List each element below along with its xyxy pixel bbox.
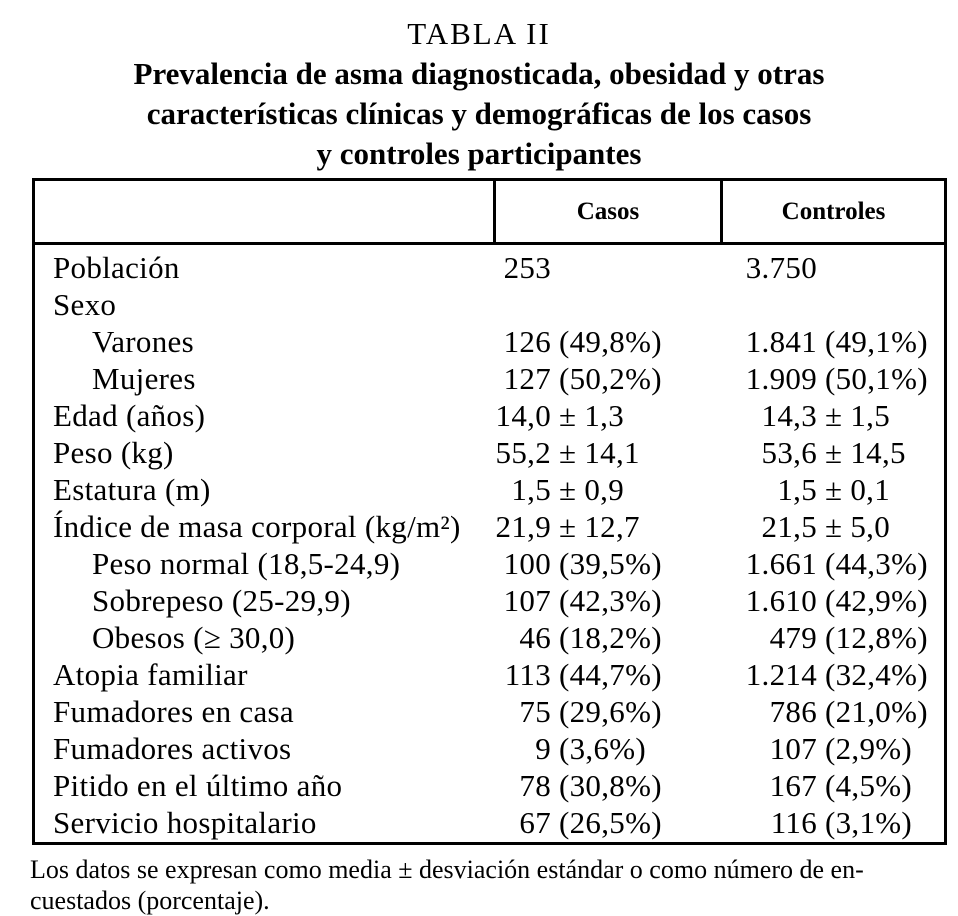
controles-detail: ± 1,5: [825, 398, 891, 433]
row-label: Sobrepeso (25-29,9): [92, 583, 351, 618]
table-row: [35, 397, 944, 434]
row-label: Varones: [92, 324, 194, 359]
casos-value: [493, 397, 720, 434]
casos-number: 100: [503, 546, 551, 581]
controles-number: 21,5: [761, 509, 817, 544]
casos-value: [493, 730, 720, 767]
casos-number: 75: [519, 694, 551, 729]
casos-number: 78: [519, 768, 551, 803]
row-label: Mujeres: [92, 361, 196, 396]
controles-value: [720, 804, 944, 841]
casos-value: [493, 619, 720, 656]
controles-detail: (12,8%): [825, 620, 928, 655]
casos-number: 21,9: [495, 509, 551, 544]
casos-value: [493, 767, 720, 804]
caption-line-2: características clínicas y demográficas de los casos: [146, 96, 812, 131]
controles-value: [720, 730, 944, 767]
controles-detail: (44,3%): [825, 546, 928, 581]
row-label: Estatura (m): [53, 472, 211, 507]
table-row: [35, 508, 944, 545]
row-label: Pitido en el último año: [53, 768, 343, 803]
casos-value: [493, 360, 720, 397]
controles-number: 53,6: [761, 435, 817, 470]
controles-value: [720, 360, 944, 397]
casos-number: 67: [519, 805, 551, 840]
row-label: Peso (kg): [53, 435, 174, 470]
controles-value: [720, 249, 944, 286]
table-row: [35, 582, 944, 619]
header-controles: Controles: [720, 181, 944, 242]
controles-detail: (50,1%): [825, 361, 928, 396]
casos-number: 127: [503, 361, 551, 396]
casos-detail: (26,5%): [559, 805, 662, 840]
casos-detail: ± 14,1: [559, 435, 640, 470]
casos-number: 1,5: [511, 472, 551, 507]
controles-number: 107: [769, 731, 817, 766]
controles-value: [720, 693, 944, 730]
row-label: Servicio hospitalario: [53, 805, 317, 840]
casos-value: [493, 323, 720, 360]
table-row: [35, 545, 944, 582]
controles-value: [720, 323, 944, 360]
table-row: [35, 249, 944, 286]
casos-value: [493, 804, 720, 841]
casos-detail: (49,8%): [559, 324, 662, 359]
controles-number: 116: [770, 805, 817, 840]
casos-value: [493, 693, 720, 730]
controles-value: [720, 471, 944, 508]
controles-detail: (3,1%): [825, 805, 913, 840]
controles-number: 1.909: [745, 361, 817, 396]
row-label: Atopia familiar: [53, 657, 248, 692]
controles-number: 479: [769, 620, 817, 655]
row-label: Peso normal (18,5-24,9): [92, 546, 401, 581]
table-row: [35, 693, 944, 730]
casos-detail: (18,2%): [559, 620, 662, 655]
casos-detail: ± 1,3: [559, 398, 625, 433]
controles-detail: (49,1%): [825, 324, 928, 359]
table-caption: [0, 0, 958, 174]
controles-detail: (42,9%): [825, 583, 928, 618]
casos-detail: (50,2%): [559, 361, 662, 396]
controles-detail: ± 5,0: [825, 509, 891, 544]
controles-value: [720, 508, 944, 545]
table-row: [35, 434, 944, 471]
controles-value: [720, 286, 944, 323]
controles-number: 1.841: [745, 324, 817, 359]
table-row: [35, 323, 944, 360]
controles-detail: ± 0,1: [825, 472, 891, 507]
table-row: [35, 767, 944, 804]
controles-number: 1.214: [745, 657, 817, 692]
caption-line-1: Prevalencia de asma diagnosticada, obesidad y otras: [133, 56, 825, 91]
controles-number: 786: [769, 694, 817, 729]
row-label: Índice de masa corporal (kg/m²): [53, 509, 461, 544]
casos-detail: (29,6%): [559, 694, 662, 729]
casos-value: [493, 471, 720, 508]
casos-detail: ± 12,7: [559, 509, 640, 544]
table-row: [35, 360, 944, 397]
casos-detail: (42,3%): [559, 583, 662, 618]
controles-number: 1,5: [777, 472, 817, 507]
table-footnote: [30, 854, 932, 916]
table-row: [35, 286, 944, 323]
data-table: [32, 178, 947, 845]
casos-number: 46: [519, 620, 551, 655]
casos-value: [493, 582, 720, 619]
casos-number: 253: [503, 250, 551, 285]
footnote-line-1: Los datos se expresan como media ± desviación estándar o como número de en-: [30, 855, 864, 884]
footnote-line-2: cuestados (porcentaje).: [30, 886, 270, 915]
row-label: Obesos (≥ 30,0): [92, 620, 296, 655]
casos-number: 14,0: [495, 398, 551, 433]
controles-detail: (32,4%): [825, 657, 928, 692]
caption-line-3: y controles participantes: [316, 136, 642, 171]
casos-detail: ± 0,9: [559, 472, 625, 507]
controles-value: [720, 656, 944, 693]
controles-number: 1.610: [745, 583, 817, 618]
casos-number: 113: [504, 657, 551, 692]
casos-detail: (39,5%): [559, 546, 662, 581]
controles-number: 14,3: [761, 398, 817, 433]
row-label: Población: [53, 250, 180, 285]
row-label: Sexo: [53, 287, 117, 322]
row-label: Fumadores activos: [53, 731, 292, 766]
controles-value: [720, 545, 944, 582]
casos-detail: (3,6%): [559, 731, 647, 766]
controles-number: 1.661: [745, 546, 817, 581]
casos-value: [493, 545, 720, 582]
table-row: [35, 730, 944, 767]
table-row: [35, 804, 944, 841]
casos-number: 107: [503, 583, 551, 618]
casos-value: [493, 508, 720, 545]
casos-number: 9: [535, 731, 551, 766]
controles-detail: ± 14,5: [825, 435, 906, 470]
casos-number: 55,2: [495, 435, 551, 470]
table-body: [35, 245, 944, 841]
header-casos: Casos: [493, 181, 720, 242]
casos-number: 126: [503, 324, 551, 359]
casos-value: [493, 286, 720, 323]
table-row: [35, 471, 944, 508]
table-row: [35, 656, 944, 693]
controles-value: [720, 767, 944, 804]
casos-value: [493, 656, 720, 693]
casos-detail: (30,8%): [559, 768, 662, 803]
casos-detail: (44,7%): [559, 657, 662, 692]
header-empty-cell: [35, 181, 493, 242]
table-header-row: [35, 181, 944, 245]
controles-value: [720, 582, 944, 619]
controles-value: [720, 434, 944, 471]
row-label: Edad (años): [53, 398, 206, 433]
controles-number: 167: [769, 768, 817, 803]
table-number-title: TABLA II: [407, 16, 551, 51]
controles-value: [720, 397, 944, 434]
controles-detail: (4,5%): [825, 768, 913, 803]
table-row: [35, 619, 944, 656]
controles-value: [720, 619, 944, 656]
controles-detail: (2,9%): [825, 731, 913, 766]
controles-detail: (21,0%): [825, 694, 928, 729]
controles-number: 3.750: [745, 250, 817, 285]
casos-value: [493, 249, 720, 286]
row-label: Fumadores en casa: [53, 694, 294, 729]
casos-value: [493, 434, 720, 471]
